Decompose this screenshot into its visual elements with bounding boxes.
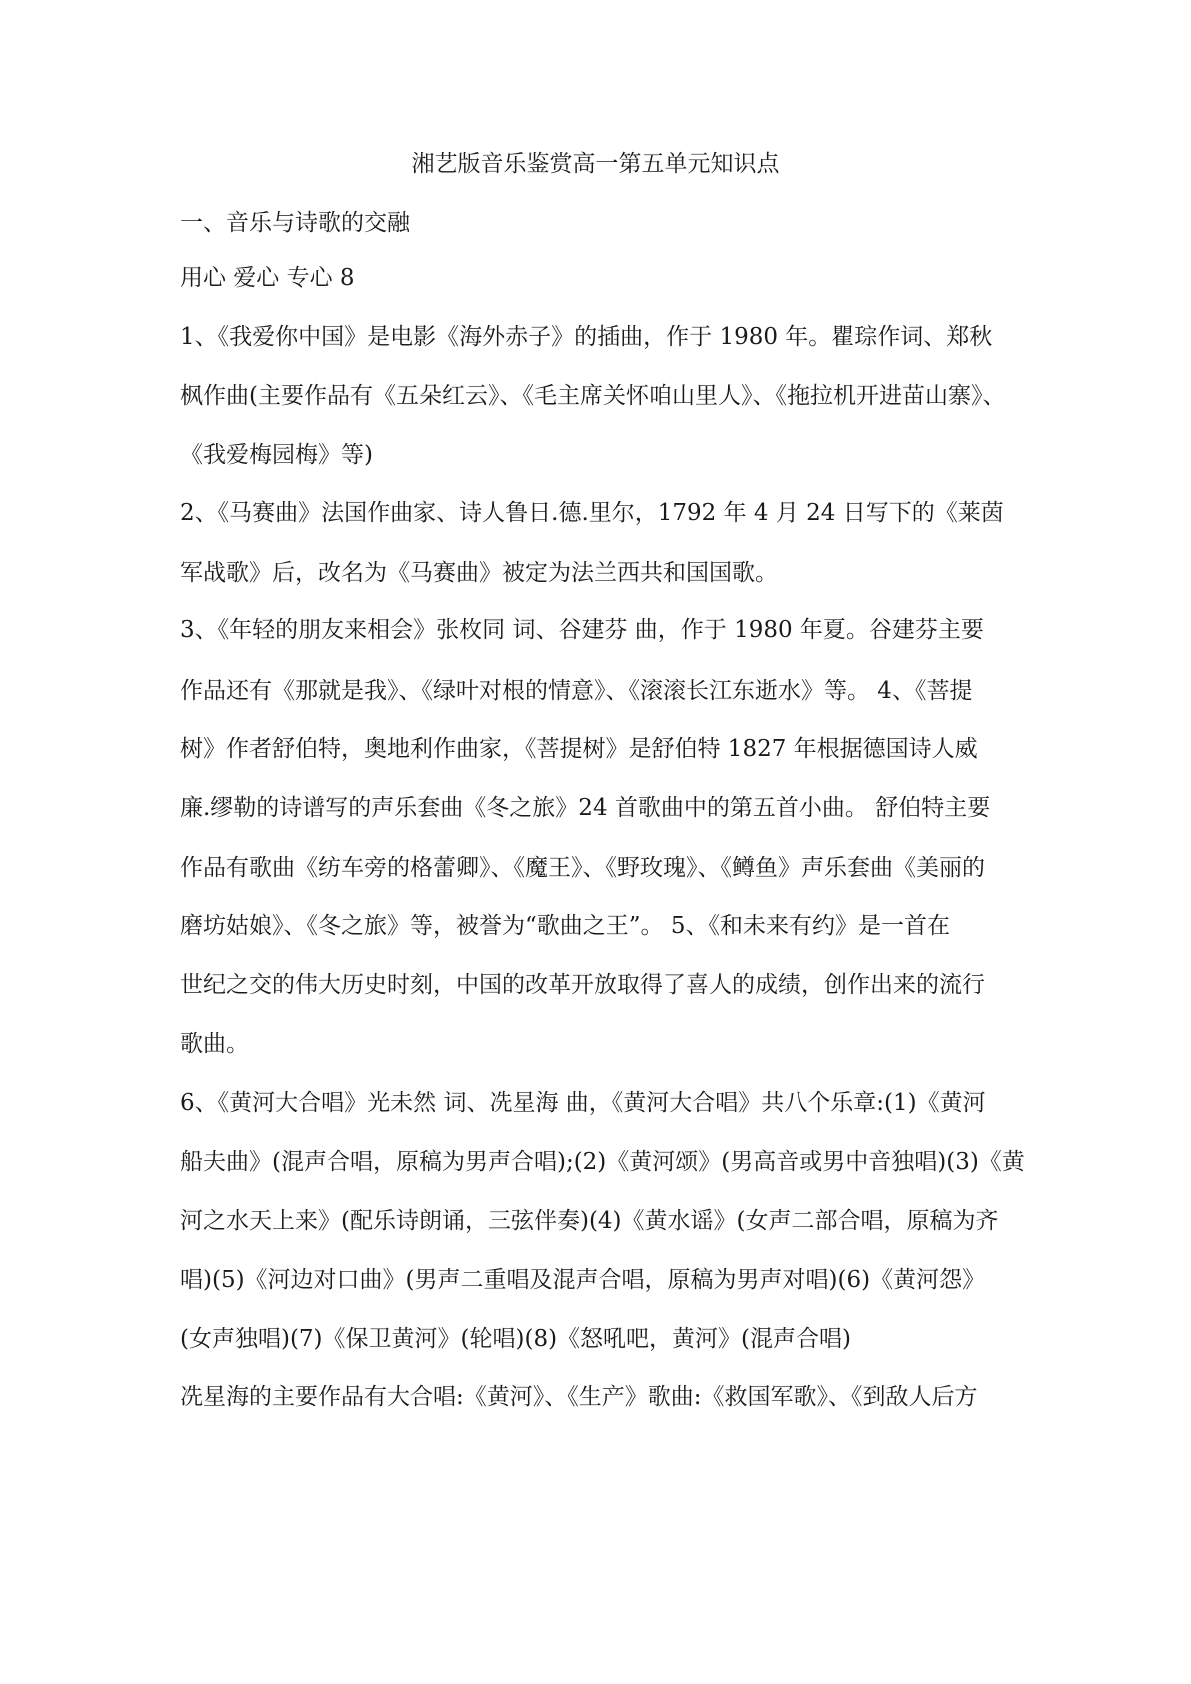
- paragraph-line: 唱)(5)《河边对口曲》(男声二重唱及混声合唱，原稿为男声对唱)(6)《黄河怨》: [180, 1267, 986, 1293]
- paragraph-line: 作品还有《那就是我》、《绿叶对根的情意》、《滚滚长江东逝水》等。 4、《菩提: [180, 678, 973, 704]
- document-title: 湘艺版音乐鉴赏高一第五单元知识点: [411, 151, 780, 177]
- paragraph-line: (女声独唱)(7)《保卫黄河》(轮唱)(8)《怒吼吧，黄河》(混声合唱): [180, 1326, 851, 1352]
- paragraph-line: 歌曲。: [180, 1031, 249, 1057]
- paragraph-line: 1、《我爱你中国》是电影《海外赤子》的插曲，作于 1980 年。瞿琮作词、郑秋: [180, 324, 993, 350]
- page-footer-text: 用心 爱心 专心 8: [180, 265, 355, 291]
- section-heading: 一、音乐与诗歌的交融: [180, 210, 410, 236]
- paragraph-line: 作品有歌曲《纺车旁的格蕾卿》、《魔王》、《野玫瑰》、《鳟鱼》声乐套曲《美丽的: [180, 855, 985, 881]
- paragraph-line: 磨坊姑娘》、《冬之旅》等，被誉为“歌曲之王”。 5、《和未来有约》是一首在: [180, 913, 950, 939]
- paragraph-line: 6、《黄河大合唱》光未然 词、冼星海 曲，《黄河大合唱》共八个乐章:(1)《黄河: [180, 1090, 986, 1116]
- paragraph-line: 世纪之交的伟大历史时刻，中国的改革开放取得了喜人的成绩，创作出来的流行: [180, 972, 985, 998]
- paragraph-line: 2、《马赛曲》法国作曲家、诗人鲁日.德.里尔，1792 年 4 月 24 日写下的《莱茵: [180, 500, 1004, 526]
- paragraph-line: 廉.缪勒的诗谱写的声乐套曲《冬之旅》24 首歌曲中的第五首小曲。 舒伯特主要: [180, 795, 991, 821]
- paragraph-line: 河之水天上来》(配乐诗朗诵，三弦伴奏)(4)《黄水谣》(女声二部合唱，原稿为齐: [180, 1208, 999, 1234]
- paragraph-line: 3、《年轻的朋友来相会》张枚同 词、谷建芬 曲，作于 1980 年夏。谷建芬主要: [180, 617, 984, 643]
- paragraph-line: 军战歌》后，改名为《马赛曲》被定为法兰西共和国国歌。: [180, 560, 778, 586]
- paragraph-line: 船夫曲》(混声合唱，原稿为男声合唱);(2)《黄河颂》(男高音或男中音独唱)(3)《黄: [180, 1149, 1025, 1175]
- paragraph-line: 《我爱梅园梅》等): [180, 442, 373, 468]
- paragraph-line: 树》作者舒伯特，奥地利作曲家，《菩提树》是舒伯特 1827 年根据德国诗人威: [180, 736, 978, 762]
- paragraph-line: 冼星海的主要作品有大合唱:《黄河》、《生产》歌曲:《救国军歌》、《到敌人后方: [180, 1384, 978, 1410]
- paragraph-line: 枫作曲(主要作品有《五朵红云》、《毛主席关怀咱山里人》、《拖拉机开进苗山寨》、: [180, 383, 1006, 409]
